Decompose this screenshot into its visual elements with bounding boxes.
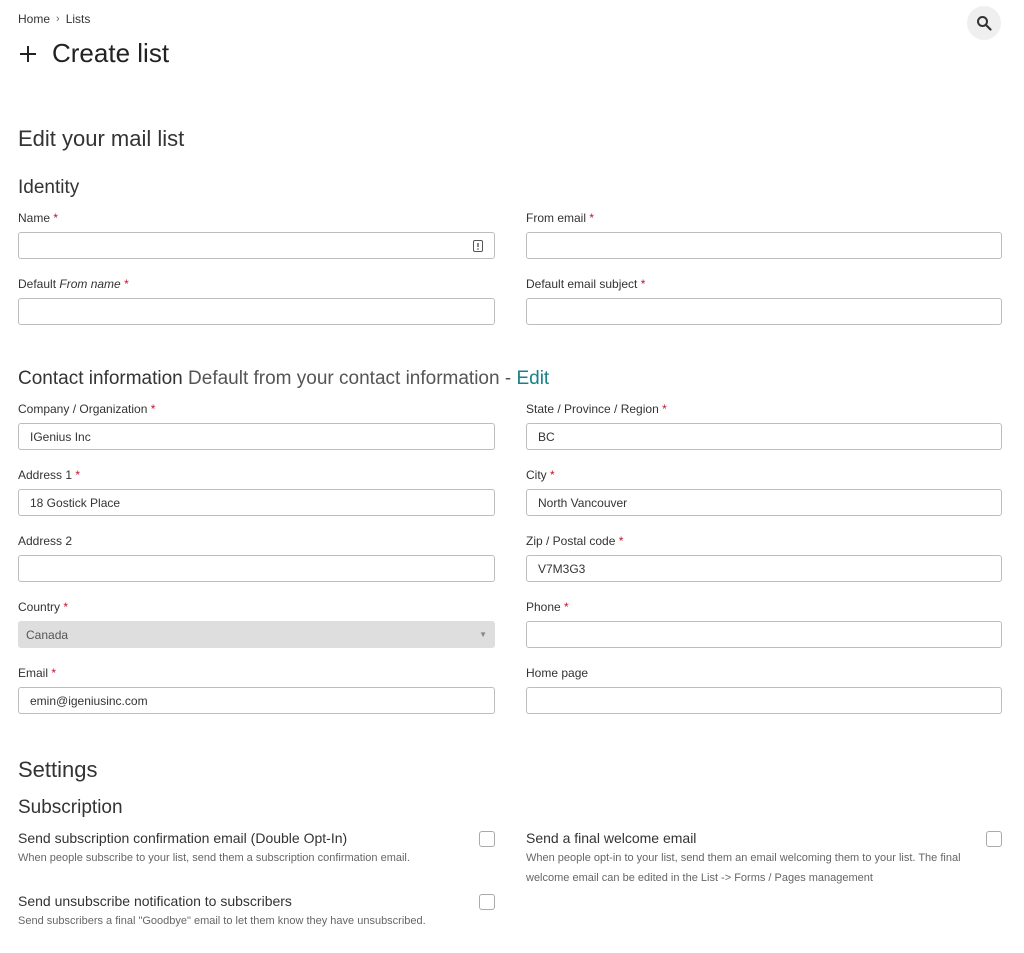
required-marker: * bbox=[63, 600, 69, 614]
required-marker: * bbox=[124, 277, 129, 291]
contact-edit-link[interactable]: Edit bbox=[516, 368, 550, 389]
double-optin-desc: When people subscribe to your list, send them a subscription confirmation email. bbox=[18, 852, 410, 864]
homepage-input[interactable] bbox=[526, 687, 1002, 714]
form-heading: Edit your mail list bbox=[18, 126, 185, 151]
company-input[interactable]: IGenius Inc bbox=[18, 423, 495, 450]
company-label: Company / Organization * bbox=[18, 402, 156, 416]
breadcrumb-home-link[interactable]: Home bbox=[18, 12, 51, 26]
phone-input[interactable] bbox=[526, 621, 1002, 648]
final-welcome-desc: When people opt-in to your list, send them an email welcoming them to your list. The final welcome email can be edited in the List -> Forms / Pages management bbox=[526, 852, 961, 884]
search-button[interactable] bbox=[967, 6, 1001, 40]
plus-icon bbox=[18, 44, 38, 64]
unsubscribe-notify-desc: Send subscribers a final "Goodbye" email to let them know they have unsubscribed. bbox=[18, 915, 426, 927]
double-optin-title: Send subscription confirmation email (Double Opt-In) bbox=[18, 830, 348, 846]
homepage-label: Home page bbox=[526, 666, 589, 680]
page-title bbox=[18, 38, 169, 69]
breadcrumb-lists-link[interactable]: Lists bbox=[65, 12, 91, 26]
breadcrumb bbox=[18, 12, 90, 26]
country-label: Country * bbox=[18, 600, 69, 614]
page-title-text: Create list bbox=[52, 38, 170, 68]
default-from-name-label: Default From name * bbox=[18, 277, 129, 291]
settings-heading: Settings bbox=[18, 757, 98, 782]
email-input[interactable]: emin@igeniusinc.com bbox=[18, 687, 495, 714]
required-marker: * bbox=[589, 211, 595, 225]
required-marker: * bbox=[662, 402, 667, 416]
caret-down-icon: ▼ bbox=[479, 630, 487, 639]
unsubscribe-notify-title: Send unsubscribe notification to subscribers bbox=[18, 893, 292, 909]
default-email-subject-label: Default email subject * bbox=[526, 277, 646, 291]
state-input[interactable]: BC bbox=[526, 423, 1002, 450]
address2-input[interactable] bbox=[18, 555, 495, 582]
email-label: Email * bbox=[18, 666, 57, 680]
required-marker: * bbox=[550, 468, 555, 482]
double-optin-checkbox[interactable] bbox=[479, 831, 495, 847]
required-marker: * bbox=[640, 277, 646, 291]
from-email-input[interactable] bbox=[526, 232, 1002, 259]
breadcrumb-separator: › bbox=[56, 13, 60, 25]
country-select[interactable]: Canada ▼ bbox=[18, 621, 495, 648]
zip-input[interactable]: V7M3G3 bbox=[526, 555, 1002, 582]
address1-input[interactable]: 18 Gostick Place bbox=[18, 489, 495, 516]
city-input[interactable]: North Vancouver bbox=[526, 489, 1002, 516]
badge-icon bbox=[473, 240, 483, 252]
required-marker: * bbox=[564, 600, 569, 614]
required-marker: * bbox=[150, 402, 156, 416]
final-welcome-title: Send a final welcome email bbox=[526, 830, 697, 846]
subscription-heading: Subscription bbox=[18, 797, 123, 818]
name-label: Name * bbox=[18, 211, 59, 225]
address1-label: Address 1 * bbox=[18, 468, 81, 482]
search-icon bbox=[976, 15, 992, 31]
required-marker: * bbox=[51, 666, 57, 680]
identity-heading: Identity bbox=[18, 177, 80, 198]
default-from-name-input[interactable] bbox=[18, 298, 495, 325]
required-marker: * bbox=[53, 211, 59, 225]
zip-label: Zip / Postal code * bbox=[526, 534, 624, 548]
unsubscribe-notify-checkbox[interactable] bbox=[479, 894, 495, 910]
default-email-subject-input[interactable] bbox=[526, 298, 1002, 325]
contact-heading: Contact information Default from your contact information - Edit bbox=[18, 368, 550, 389]
city-label: City * bbox=[526, 468, 555, 482]
from-email-label: From email * bbox=[526, 211, 595, 225]
required-marker: * bbox=[618, 534, 624, 548]
phone-label: Phone * bbox=[526, 600, 569, 614]
name-input[interactable] bbox=[18, 232, 495, 259]
address2-label: Address 2 bbox=[18, 534, 73, 548]
state-label: State / Province / Region * bbox=[526, 402, 667, 416]
final-welcome-checkbox[interactable] bbox=[986, 831, 1002, 847]
required-marker: * bbox=[75, 468, 81, 482]
contact-note: Default from your contact information - bbox=[188, 368, 512, 389]
